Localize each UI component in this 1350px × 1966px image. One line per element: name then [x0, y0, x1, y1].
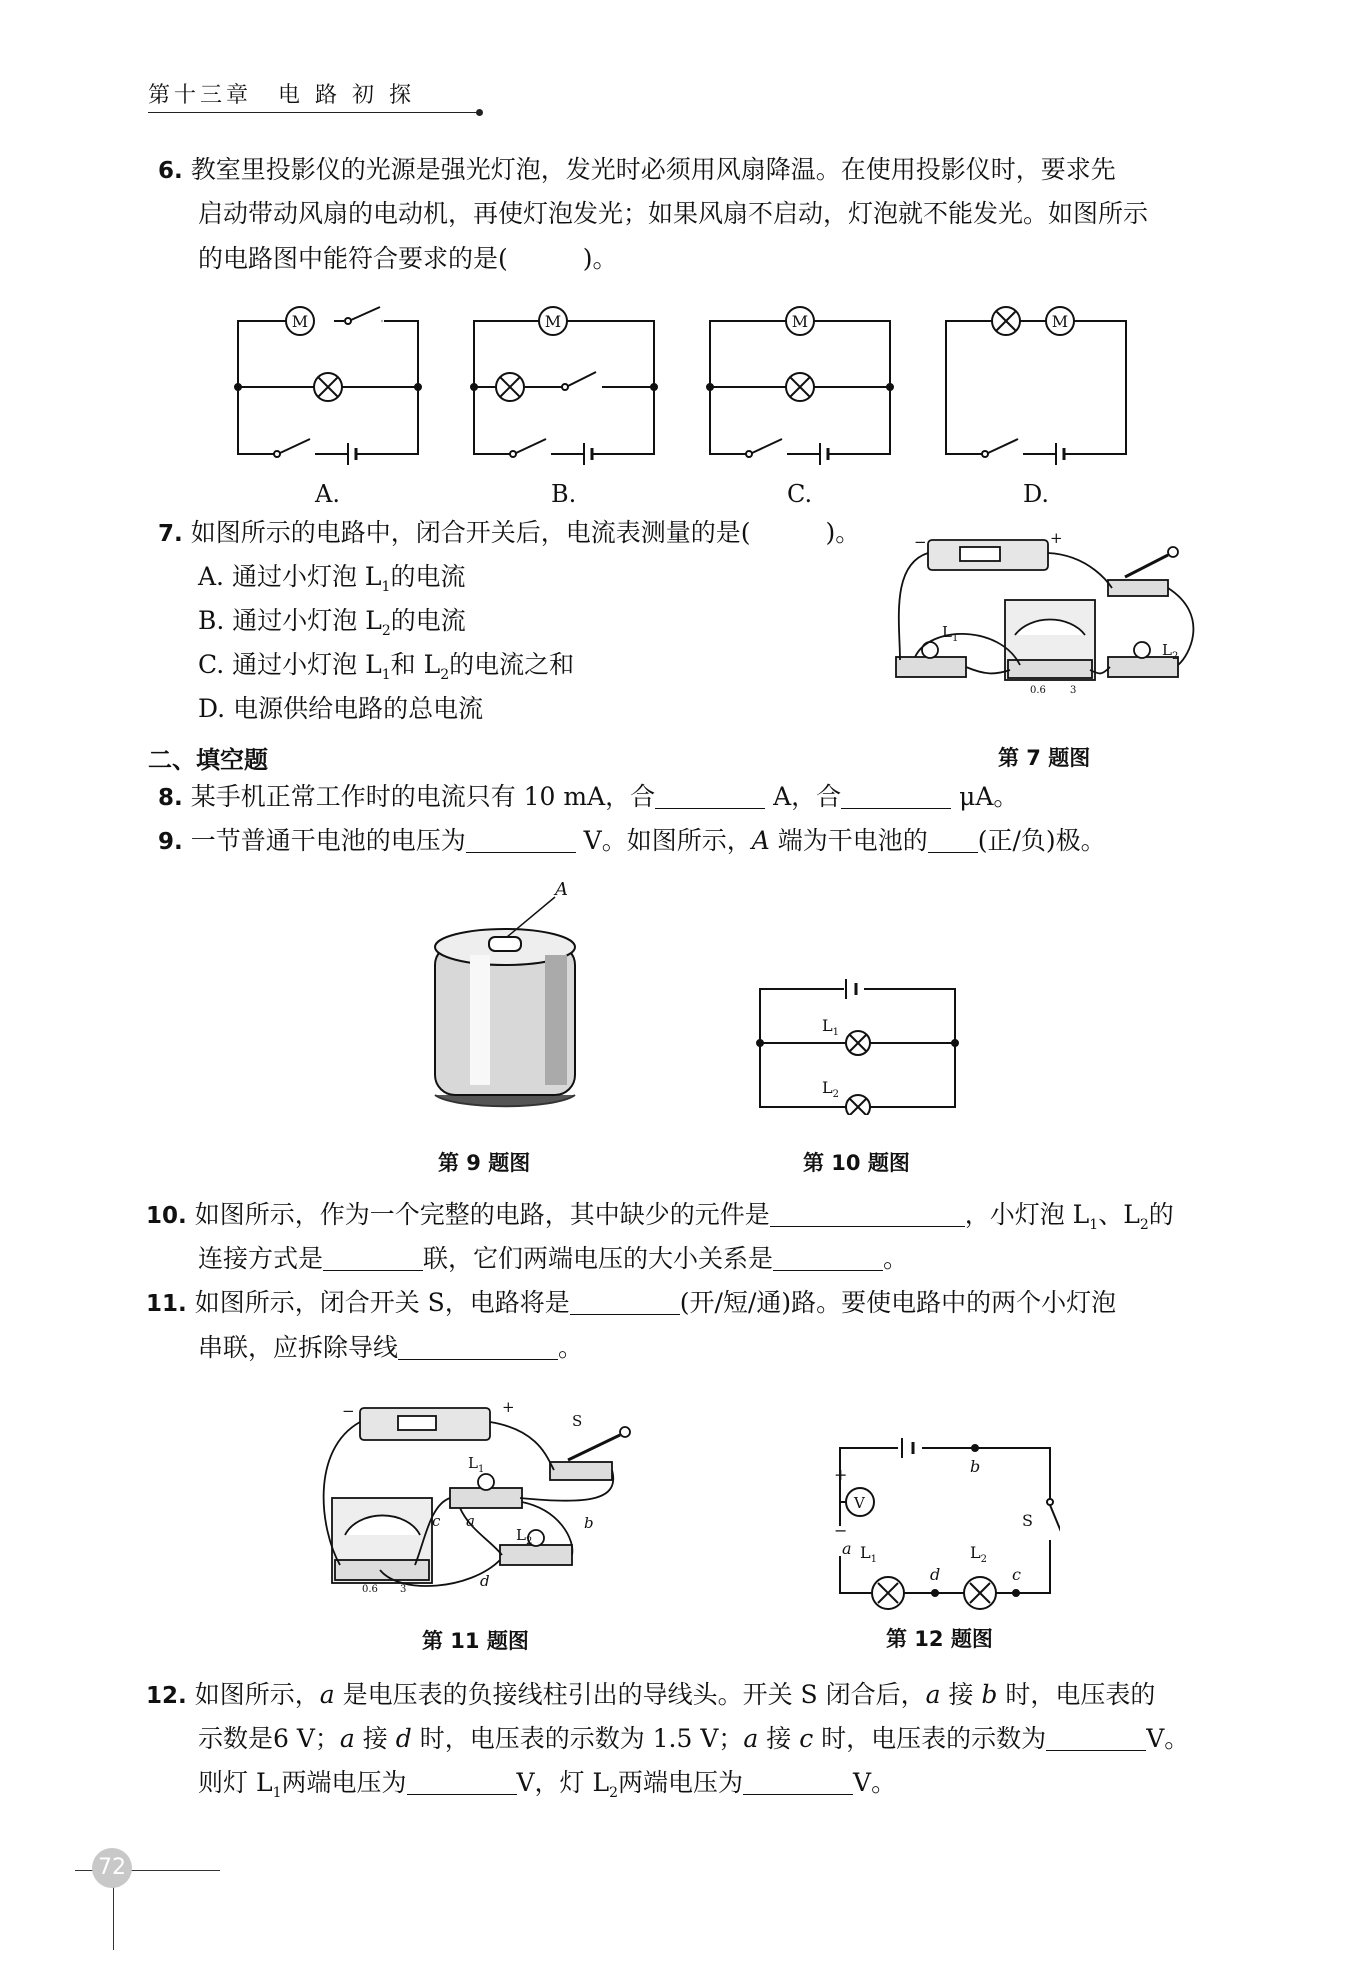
q12-voltmeter-minus: − — [834, 1521, 848, 1540]
q12-voltmeter-plus: + — [834, 1465, 848, 1484]
q12-caption: 第 12 题图 — [886, 1627, 993, 1651]
q6d-motor-label: M — [1051, 312, 1069, 331]
q7-stem-line — [158, 518, 860, 549]
q11-battery-minus: − — [342, 1402, 355, 1420]
q11-wire-d: d — [480, 1572, 490, 1590]
q9-blank-1[interactable] — [466, 830, 576, 853]
q6-circuit-options — [220, 295, 1140, 475]
q12-point-d: d — [930, 1565, 941, 1584]
q6a-motor-label: M — [291, 312, 309, 331]
q10-blank-2[interactable] — [323, 1248, 423, 1271]
q6-number: 6. — [158, 158, 183, 184]
q11-ammeter-scale-2: 3 — [400, 1584, 407, 1595]
q8-blank-1[interactable] — [655, 786, 765, 809]
q7-option-c[interactable]: C. 通过小灯泡 $L_1$和 $L_2$的电流之和 — [198, 650, 575, 683]
q8-number: 8. — [158, 785, 183, 811]
q11-battery-plus: + — [502, 1398, 515, 1416]
q6-option-d[interactable]: D. — [1023, 480, 1050, 508]
q8-line: 8. 某手机正常工作时的电流只有 10 mA，合 A，合 μA。 — [158, 782, 1019, 811]
q12-point-a: a — [842, 1539, 852, 1558]
q7-battery-plus: + — [1050, 529, 1063, 547]
q11-number: 11. — [146, 1291, 187, 1317]
q10-caption: 第 10 题图 — [803, 1151, 910, 1175]
q12-l2-label: $L_2$ — [970, 1543, 987, 1565]
q10-line-2: 连接方式是 联，它们两端电压的大小关系是 。 — [198, 1244, 909, 1273]
q11-ammeter-scale-1: 0.6 — [362, 1584, 378, 1595]
q12-l1-label: $L_1$ — [860, 1543, 877, 1565]
q10-number: 10. — [146, 1203, 187, 1229]
q11-blank-2[interactable] — [398, 1337, 558, 1360]
q7-caption: 第 7 题图 — [998, 746, 1091, 770]
q10-l2-label: $L_2$ — [822, 1078, 839, 1100]
q12-point-c: c — [1012, 1565, 1021, 1584]
q11-wire-b: b — [584, 1514, 594, 1532]
q6-text-1: 教室里投影仪的光源是强光灯泡，发光时必须用风扇降温。在使用投影仪时，要求先 — [190, 155, 1116, 184]
q7-stem: 如图所示的电路中，闭合开关后，电流表测量的是( )。 — [190, 518, 861, 547]
q9-label-a: A — [555, 879, 568, 900]
q11-wire-c: c — [432, 1512, 441, 1530]
page-number: 72 — [92, 1848, 132, 1888]
q12-switch-label: S — [1022, 1511, 1033, 1530]
q7-ammeter-scale-1: 0.6 — [1030, 685, 1046, 696]
q11-line-1: 11. 如图所示，闭合开关 S，电路将是 (开/短/通)路。要使电路中的两个小灯泡 — [146, 1288, 1117, 1317]
q9-line: 9. 一节普通干电池的电压为 V。如图所示，A 端为干电池的 (正/负)极。 — [158, 826, 1106, 855]
q8-blank-2[interactable] — [841, 786, 951, 809]
q7-option-b[interactable]: B. 通过小灯泡 $L_2$的电流 — [198, 606, 466, 639]
q6-line-1 — [158, 155, 1116, 186]
q7-ammeter-scale-2: 3 — [1070, 685, 1077, 696]
q11-switch-label: S — [572, 1412, 583, 1430]
header-rule-dot — [476, 109, 483, 116]
q6c-motor-label: M — [791, 312, 809, 331]
header-rule — [148, 112, 478, 113]
q12-line-3: 则灯 $L_1$两端电压为 V，灯 $L_2$两端电压为 V。 — [198, 1768, 897, 1801]
chapter-header: 第十三章 电 路 初 探 — [148, 83, 415, 108]
q11-wire-a: a — [466, 1512, 475, 1530]
q11-line-2: 串联，应拆除导线 。 — [198, 1333, 584, 1362]
q10-line-1: 10. 如图所示，作为一个完整的电路，其中缺少的元件是 ，小灯泡 $L_1$、$L_2$的 — [146, 1200, 1174, 1233]
q9-battery-figure — [415, 875, 615, 1115]
q6-line-3: 的电路图中能符合要求的是( )。 — [198, 244, 618, 273]
q7-battery-minus: − — [914, 533, 927, 551]
q10-blank-3[interactable] — [773, 1248, 883, 1271]
q12-circuit-figure — [820, 1430, 1060, 1610]
q6-option-c[interactable]: C. — [787, 480, 813, 508]
q6-circuit-b — [471, 307, 657, 465]
q7-number: 7. — [158, 521, 183, 547]
q7-l2-label: $L_2$ — [1162, 641, 1179, 662]
q6-circuit-d — [946, 307, 1126, 465]
q7-figure — [890, 525, 1210, 705]
q12-voltmeter-label: V — [854, 1494, 865, 1512]
q11-figure — [320, 1390, 640, 1600]
q12-point-b: b — [970, 1457, 981, 1476]
q12-blank-2[interactable] — [407, 1772, 517, 1795]
q7-l1-label: $L_1$ — [942, 623, 959, 644]
q6-circuit-a — [235, 307, 421, 465]
q6b-motor-label: M — [544, 312, 562, 331]
q11-l2-label: $L_2$ — [516, 1526, 533, 1547]
q9-caption: 第 9 题图 — [438, 1151, 531, 1175]
q9-blank-2[interactable] — [928, 830, 978, 853]
q12-line-2: 示数是6 V；a 接 d 时，电压表的示数为 1.5 V；a 接 c 时，电压表的示数为 V。 — [198, 1724, 1190, 1753]
q6-option-a[interactable]: A. — [315, 480, 340, 508]
footer-vertical-rule — [113, 1880, 114, 1950]
q10-blank-1[interactable] — [770, 1204, 965, 1227]
q11-l1-label: $L_1$ — [468, 1454, 485, 1475]
q10-l1-label: $L_1$ — [822, 1016, 839, 1038]
q10-circuit-figure — [750, 975, 970, 1115]
q7-option-d[interactable]: D. 电源供给电路的总电流 — [198, 694, 484, 723]
q12-line-1: 12. 如图所示，a 是电压表的负接线柱引出的导线头。开关 S 闭合后，a 接 b 时，电压表的 — [146, 1680, 1156, 1709]
q6-line-2: 启动带动风扇的电动机，再使灯泡发光；如果风扇不启动，灯泡就不能发光。如图所示 — [198, 199, 1149, 228]
section-fill-in-heading: 二、填空题 — [148, 746, 268, 774]
q12-blank-1[interactable] — [1046, 1728, 1146, 1751]
q12-blank-3[interactable] — [743, 1772, 853, 1795]
q11-blank-1[interactable] — [570, 1292, 680, 1315]
q11-caption: 第 11 题图 — [422, 1629, 529, 1653]
q9-number: 9. — [158, 829, 183, 855]
q12-number: 12. — [146, 1683, 187, 1709]
q6-option-b[interactable]: B. — [551, 480, 577, 508]
q7-option-a[interactable]: A. 通过小灯泡 $L_1$的电流 — [198, 562, 466, 595]
